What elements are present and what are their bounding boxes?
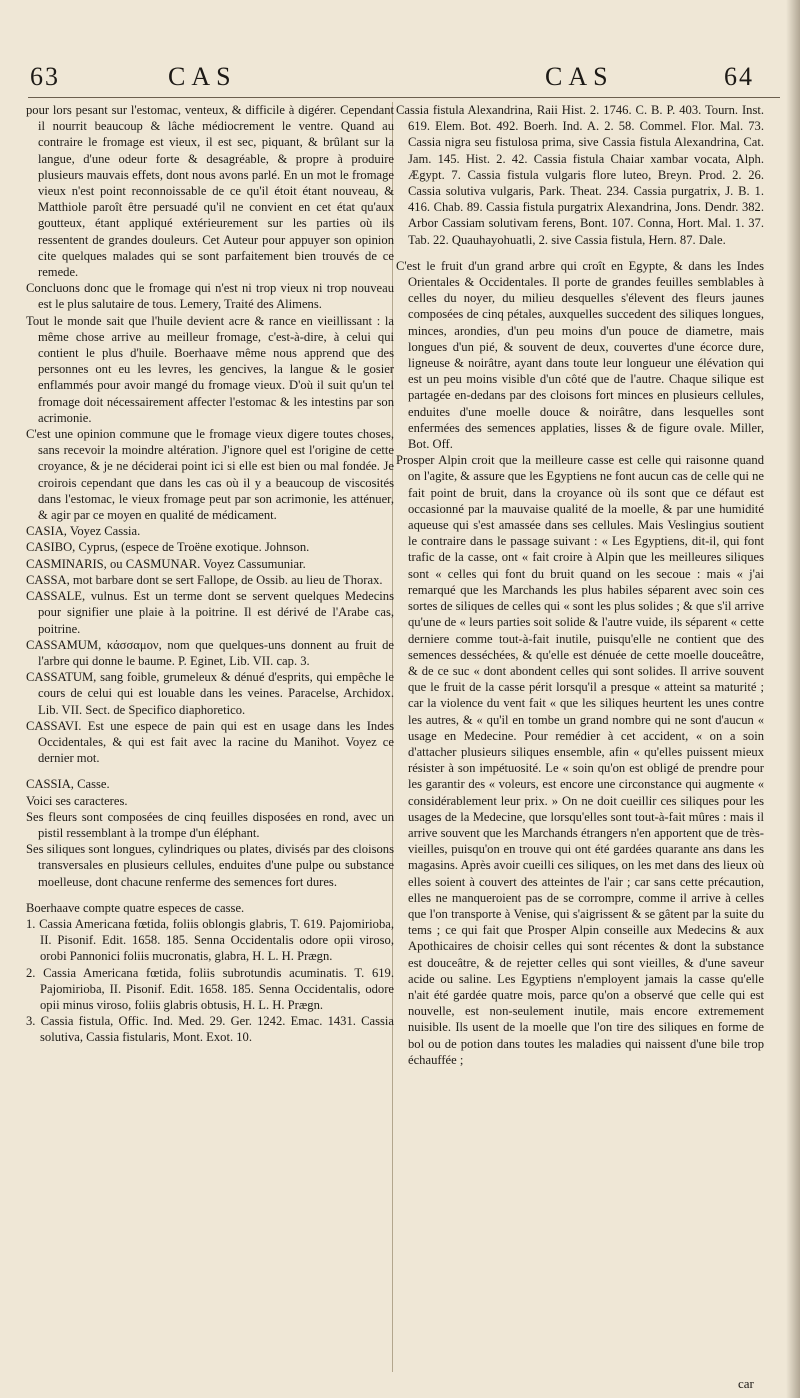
paragraph: Cassia fistula Alexandrina, Raii Hist. 2. 1746. C. B. P. 403. Tourn. Inst. 619. Elem. Bot. 492. Boerh. Ind. A. 2. 58. Commel. Flor. Mal. 73. Cassia nigra seu fistulosa prima, sive Cassia fistula Alexandrina, Cat. Jam. 145. Hist. 2. 42. Cassia fistula Chaiar xambar vocata, Alph. Ægypt. 7. Cassia fistula vulgaris flore luteo, Breyn. Prod. 2. 26. Cassia solutiva vulgaris, Park. Theat. 234. Cassia purgatrix, J. B. 1. 416. Chab. 89. Cassia fistula purgatrix Alexandrina, Jons. Dendr. 382. Arbor Cassiam solutivam ferens, Bont. 107. Conna, Hort. Mal. 1. 37. Tab. 22. Quauhayohuatli, 2. sive Cassia fistula, Hern. 87. Dale.	[396, 103, 764, 247]
paragraph: Ses fleurs sont composées de cinq feuilles disposées en rond, avec un pistil ressemblant à la trompe d'un éléphant.	[26, 809, 394, 840]
paragraph: CASSAMUM, κάσσαμον, nom que quelques-uns donnent au fruit de l'arbre qui donne le baume. P. Eginet, Lib. VII. cap. 3.	[26, 637, 394, 668]
paragraph: Boerhaave compte quatre especes de casse.	[26, 900, 245, 915]
paragraph: 3. Cassia fistula, Offic. Ind. Med. 29. Ger. 1242. Emac. 1431. Cassia solutiva, Cassia fistularis, Mont. Exot. 10.	[26, 1014, 394, 1045]
paragraph: Concluons donc que le fromage qui n'est ni trop vieux ni trop nouveau est le plus salutaire de tous. Lemery, Traité des Alimens.	[26, 281, 394, 312]
page-number-left: 63	[30, 62, 60, 91]
paragraph: Voici ses caracteres.	[26, 793, 128, 808]
page-number-right: 64	[724, 62, 754, 91]
paragraph: CASSIA, Casse.	[26, 777, 110, 792]
paragraph: CASSA, mot barbare dont se sert Fallope, de Ossib. au lieu de Thorax.	[26, 572, 383, 587]
paragraph: Ses siliques sont longues, cylindriques ou plates, divisés par des cloisons transversales en plusieurs cellules, enduites d'une pulpe ou substance moelleuse, dont chacune renferme des semences fort dures.	[26, 842, 394, 889]
left-column	[26, 102, 394, 1046]
paragraph: CASSAVI. Est une espece de pain qui est en usage dans les Indes Occidentales, & qui est fait avec la racine du Manihot. Voyez ce dernier mot.	[26, 718, 394, 766]
running-head-right: CAS	[545, 62, 614, 91]
header-rule	[28, 97, 780, 98]
paragraph: CASSALE, vulnus. Est un terme dont se servent quelques Medecins pour signifier une plaie à la poitrine. Il est dérivé de l'Arabe cas, poitrine.	[26, 589, 394, 636]
paragraph: 2. Cassia Americana fœtida, foliis subrotundis acuminatis. T. 619. Pajomirioba, II. Pisonif. Edit. 1658. 185. Senna Occidentalis, odore opii minus viroso, foliis glabris obtusis, H. L. H. Prægn.	[26, 965, 394, 1012]
paragraph: CASIA, Voyez Cassia.	[26, 524, 141, 539]
paragraph: Tout le monde sait que l'huile devient acre & rance en vieillissant : la même chose arrive au meilleur fromage, c'est-à-dire, à celui qui contient le plus d'huile. Boerhaave même nous apprend que des personnes ont eu les levres, les gencives, la langue & le gosier enflammés pour avoir mangé du fromage vieux. D'où il suit qu'un tel fromage doit nécessairement affecter l'estomac & les intestins par son acrimonie.	[26, 313, 394, 425]
paragraph: C'est le fruit d'un grand arbre qui croît en Egypte, & dans les Indes Orientales & Occidentales. Il porte de grandes feuilles semblables à celles du noyer, du milieu desquelles s'élevent des fleurs jaunes composées de cinq pétales, auxquelles succedent des siliques longues, minces, arondies, d'un peu moins d'un pouce de diametre, mais longues d'un pié, & souvent de deux, couvertes d'une écorce dure, ligneuse & noirâtre, ayant dans toute leur longueur une élévation qui est un peu moins visible d'un côté que de l'autre. Chaque silique est partagée en-dedans par des cloisons fort minces en plusieurs cellules, enduites d'une moelle douce & noirâtre, dans lesquelles sont enfermées des semences applaties, lisses & de figure ovale. Miller, Bot. Off.	[396, 258, 764, 452]
paragraph: 1. Cassia Americana fœtida, foliis oblongis glabris, T. 619. Pajomirioba, II. Pisonif. Edit. 1658. 185. Senna Occidentalis odore opii viroso, orobi Pannonici foliis mucronatis, glabra, H. L. H. Prægn.	[26, 916, 394, 964]
paragraph: Prosper Alpin croit que la meilleure casse est celle qui raisonne quand on l'agite, & assure que les Egyptiens ne font aucun cas de celle qui ne fait point de bruit, dans la croyance où ils sont que ce défaut est occasionné par la mauvaise qualité de la moelle, & par une humidité aqueuse qui s'est amassée dans ses cellules. Mais Veslingius soutient le contraire dans le passage suivant : « Les Egyptiens, dit-il, qui font trafic de la casse, ont « fait croire à Alpin que les meilleures siliques sont « celles qui font du bruit quand on les secoue : mais « j'ai remarqué que les Marchands les plus habiles séparent avec soin ces sortes de siliques de celles qui « sont les plus solides ; & que s'il arrive qu'une de « leurs parties soit solide & l'autre vuide, ils séparent « cette derniere comme tout-à-fait inutile, puisqu'elle ne contient que des semences desséchées, & qu'elle est dénuée de cette moelle douceâtre, & de ce suc « dont abondent celles qui sont solides. Il arrive souvent que le fruit de la casse périt lorsqu'il a presque « atteint sa maturité ; car la violence du vent fait « que les siliques heurtent les unes contre les autres, & « qu'il en tombe un grand nombre qui ne sont d'aucun « usage en Medecine. Pour remédier à cet accident, « on a soin d'attacher plusieurs siliques ensemble, afin « qu'elles puissent mieux résister à son impétuosité. Le « soin qu'on est obligé de prendre pour les garantir des « voleurs, est encore une circonstance qui augmente « considérablement leur prix. » On ne doit cueillir ces siliques pour les usages de la Medecine, que lorsqu'elles sont tout-à-fait mûres : mais il arrive souvent que les Marchands étrangers n'en apportent que de très-vieilles, puisqu'on en trouve qui ont été gardées quarante ans dans les magasins. Après avoir cueilli ces siliques, on les met dans des lieux où elles soient à couvert des atteintes de l'air ; car sans cette précaution, elles ne manqueroient pas de se corrompre, comme il arrive à celles que l'on transporte à Venise, qui s'aigrissent & se gâtent par la suite du tems ; ce qui fait que Prosper Alpin conseille aux Medecins & aux Apothicaires de choisir celles qui sont récentes & dont la substance est douceâtre, & de rejetter celles qui sont vieilles, & d'une saveur acide ou saline. Les Egyptiens n'employent jamais la casse qu'elle n'ait été gardée quatre mois, parce qu'on a observé que celle qui est nouvelle, est non-seulement inutile, mais encore extremement nuisible. Ils usent de la moelle que l'on tire des siliques en forme de bol ou de potion dans toutes les maladies qui naissent d'une bile trop échauffée ;	[396, 453, 764, 1067]
running-head-left: CAS	[168, 62, 237, 91]
paragraph: CASMINARIS, ou CASMUNAR. Voyez Cassumuniar.	[26, 556, 306, 571]
page-header	[0, 62, 800, 98]
paragraph: pour lors pesant sur l'estomac, venteux, & difficile à digérer. Cependant il nourrit beaucoup & lâche médiocrement le ventre. Quand au contraire le fromage est vieux, il est sec, piquant, & brûlant sur la langue, d'une odeur forte & desagréable, & propre à produire plusieurs mauvais effets, dont nous avons parlé. En un mot le fromage vieux n'est point reconnoissable de ce qu'il étoit étant nouveau, & Matthiole paroît être persuadé qu'il ne convient en cet état qu'aux goutteux, étant appliqué extérieurement sur les parties où ils ressentent de grandes douleurs. Cet Auteur pour appuyer son opinion cite quelques malades qui se sont parfaitement bien trouvés de ce remede.	[26, 103, 394, 280]
catchword: car	[738, 1376, 754, 1391]
paragraph: CASSATUM, sang foible, grumeleux & dénué d'esprits, qui empêche le cours de celui qui est louable dans les veines. Paracelse, Archidox. Lib. VII. Sect. de Specifico diaphoretico.	[26, 670, 394, 717]
right-column	[396, 102, 764, 1068]
paragraph: C'est une opinion commune que le fromage vieux digere toutes choses, sans recevoir la moindre altération. J'ignore quel est l'origine de cette croyance, & je ne déciderai point ici si elle est bien ou mal fondée. Je croirois cependant que dans les cas où il y a beaucoup de viscosités dans l'estomac, le vieux fromage peut par son acrimonie, les atténuer, & agir par ce moyen en qualité de médicament.	[26, 427, 394, 523]
paragraph: CASIBO, Cyprus, (espece de Troëne exotique. Johnson.	[26, 540, 310, 555]
